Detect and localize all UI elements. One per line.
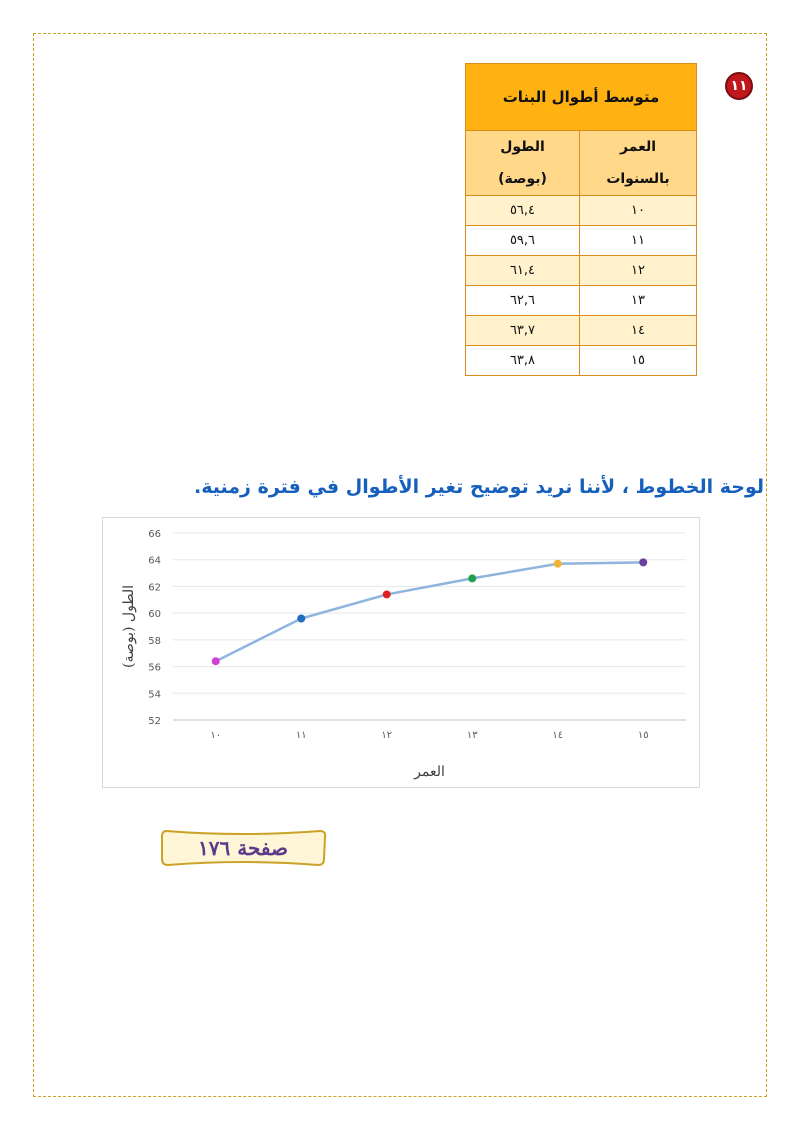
age-header xyxy=(580,131,697,196)
age-cell: ١٢ xyxy=(580,256,697,286)
data-point xyxy=(554,560,562,568)
x-tick-label: ١٤ xyxy=(552,730,564,741)
y-tick-label: 66 xyxy=(148,529,161,540)
table-row xyxy=(466,226,697,256)
y-tick-label: 52 xyxy=(148,716,161,727)
y-tick-label: 54 xyxy=(148,689,161,701)
x-axis-title: العمر xyxy=(414,764,445,780)
x-tick-label: ١٢ xyxy=(381,730,393,741)
y-tick-label: 60 xyxy=(148,609,161,621)
height-cell: ٦٣,٧ xyxy=(466,316,580,346)
y-tick-label: 64 xyxy=(148,555,161,567)
chart-canvas xyxy=(103,518,701,789)
table-row xyxy=(466,256,697,286)
height-header-line1: الطول xyxy=(500,139,545,155)
age-cell: ١٤ xyxy=(580,316,697,346)
x-tick-label: ١١ xyxy=(295,730,307,741)
question-number-badge: ١١ xyxy=(725,72,753,100)
height-cell: ٦٣,٨ xyxy=(466,346,580,376)
x-tick-label: ١٣ xyxy=(466,730,478,741)
data-point xyxy=(383,590,391,598)
age-cell: ١١ xyxy=(580,226,697,256)
answer-text: لوحة الخطوط ، لأننا نريد توضيح تغير الأطوال في فترة زمنية. xyxy=(194,476,764,498)
y-tick-label: 58 xyxy=(148,635,161,647)
data-point xyxy=(297,614,305,622)
data-point xyxy=(639,558,647,566)
age-cell: ١٥ xyxy=(580,346,697,376)
height-cell: ٦١,٤ xyxy=(466,256,580,286)
height-cell: ٥٩,٦ xyxy=(466,226,580,256)
data-point xyxy=(468,574,476,582)
age-cell: ١٠ xyxy=(580,196,697,226)
x-tick-label: ١٠ xyxy=(210,730,222,741)
height-cell: ٦٢,٦ xyxy=(466,286,580,316)
y-tick-label: 62 xyxy=(148,582,161,594)
series-line xyxy=(216,562,644,661)
data-point xyxy=(212,657,220,665)
heights-table xyxy=(465,63,697,376)
height-cell: ٥٦,٤ xyxy=(466,196,580,226)
page-number-banner xyxy=(158,827,328,869)
age-cell: ١٣ xyxy=(580,286,697,316)
line-chart xyxy=(102,517,700,788)
x-tick-label: ١٥ xyxy=(637,730,649,741)
table-row xyxy=(466,316,697,346)
y-tick-label: 56 xyxy=(148,662,161,674)
table-row xyxy=(466,286,697,316)
y-axis-title: الطول (بوصة) xyxy=(121,585,137,668)
height-header xyxy=(466,131,580,196)
table-row xyxy=(466,346,697,376)
table-title: متوسط أطوال البنات xyxy=(466,64,697,131)
age-header-line2: بالسنوات xyxy=(606,171,670,187)
age-header-line1: العمر xyxy=(619,139,657,155)
table-row xyxy=(466,196,697,226)
page-number-text: صفحة ١٧٦ xyxy=(198,836,288,860)
height-header-line2: (بوصة) xyxy=(498,171,547,187)
